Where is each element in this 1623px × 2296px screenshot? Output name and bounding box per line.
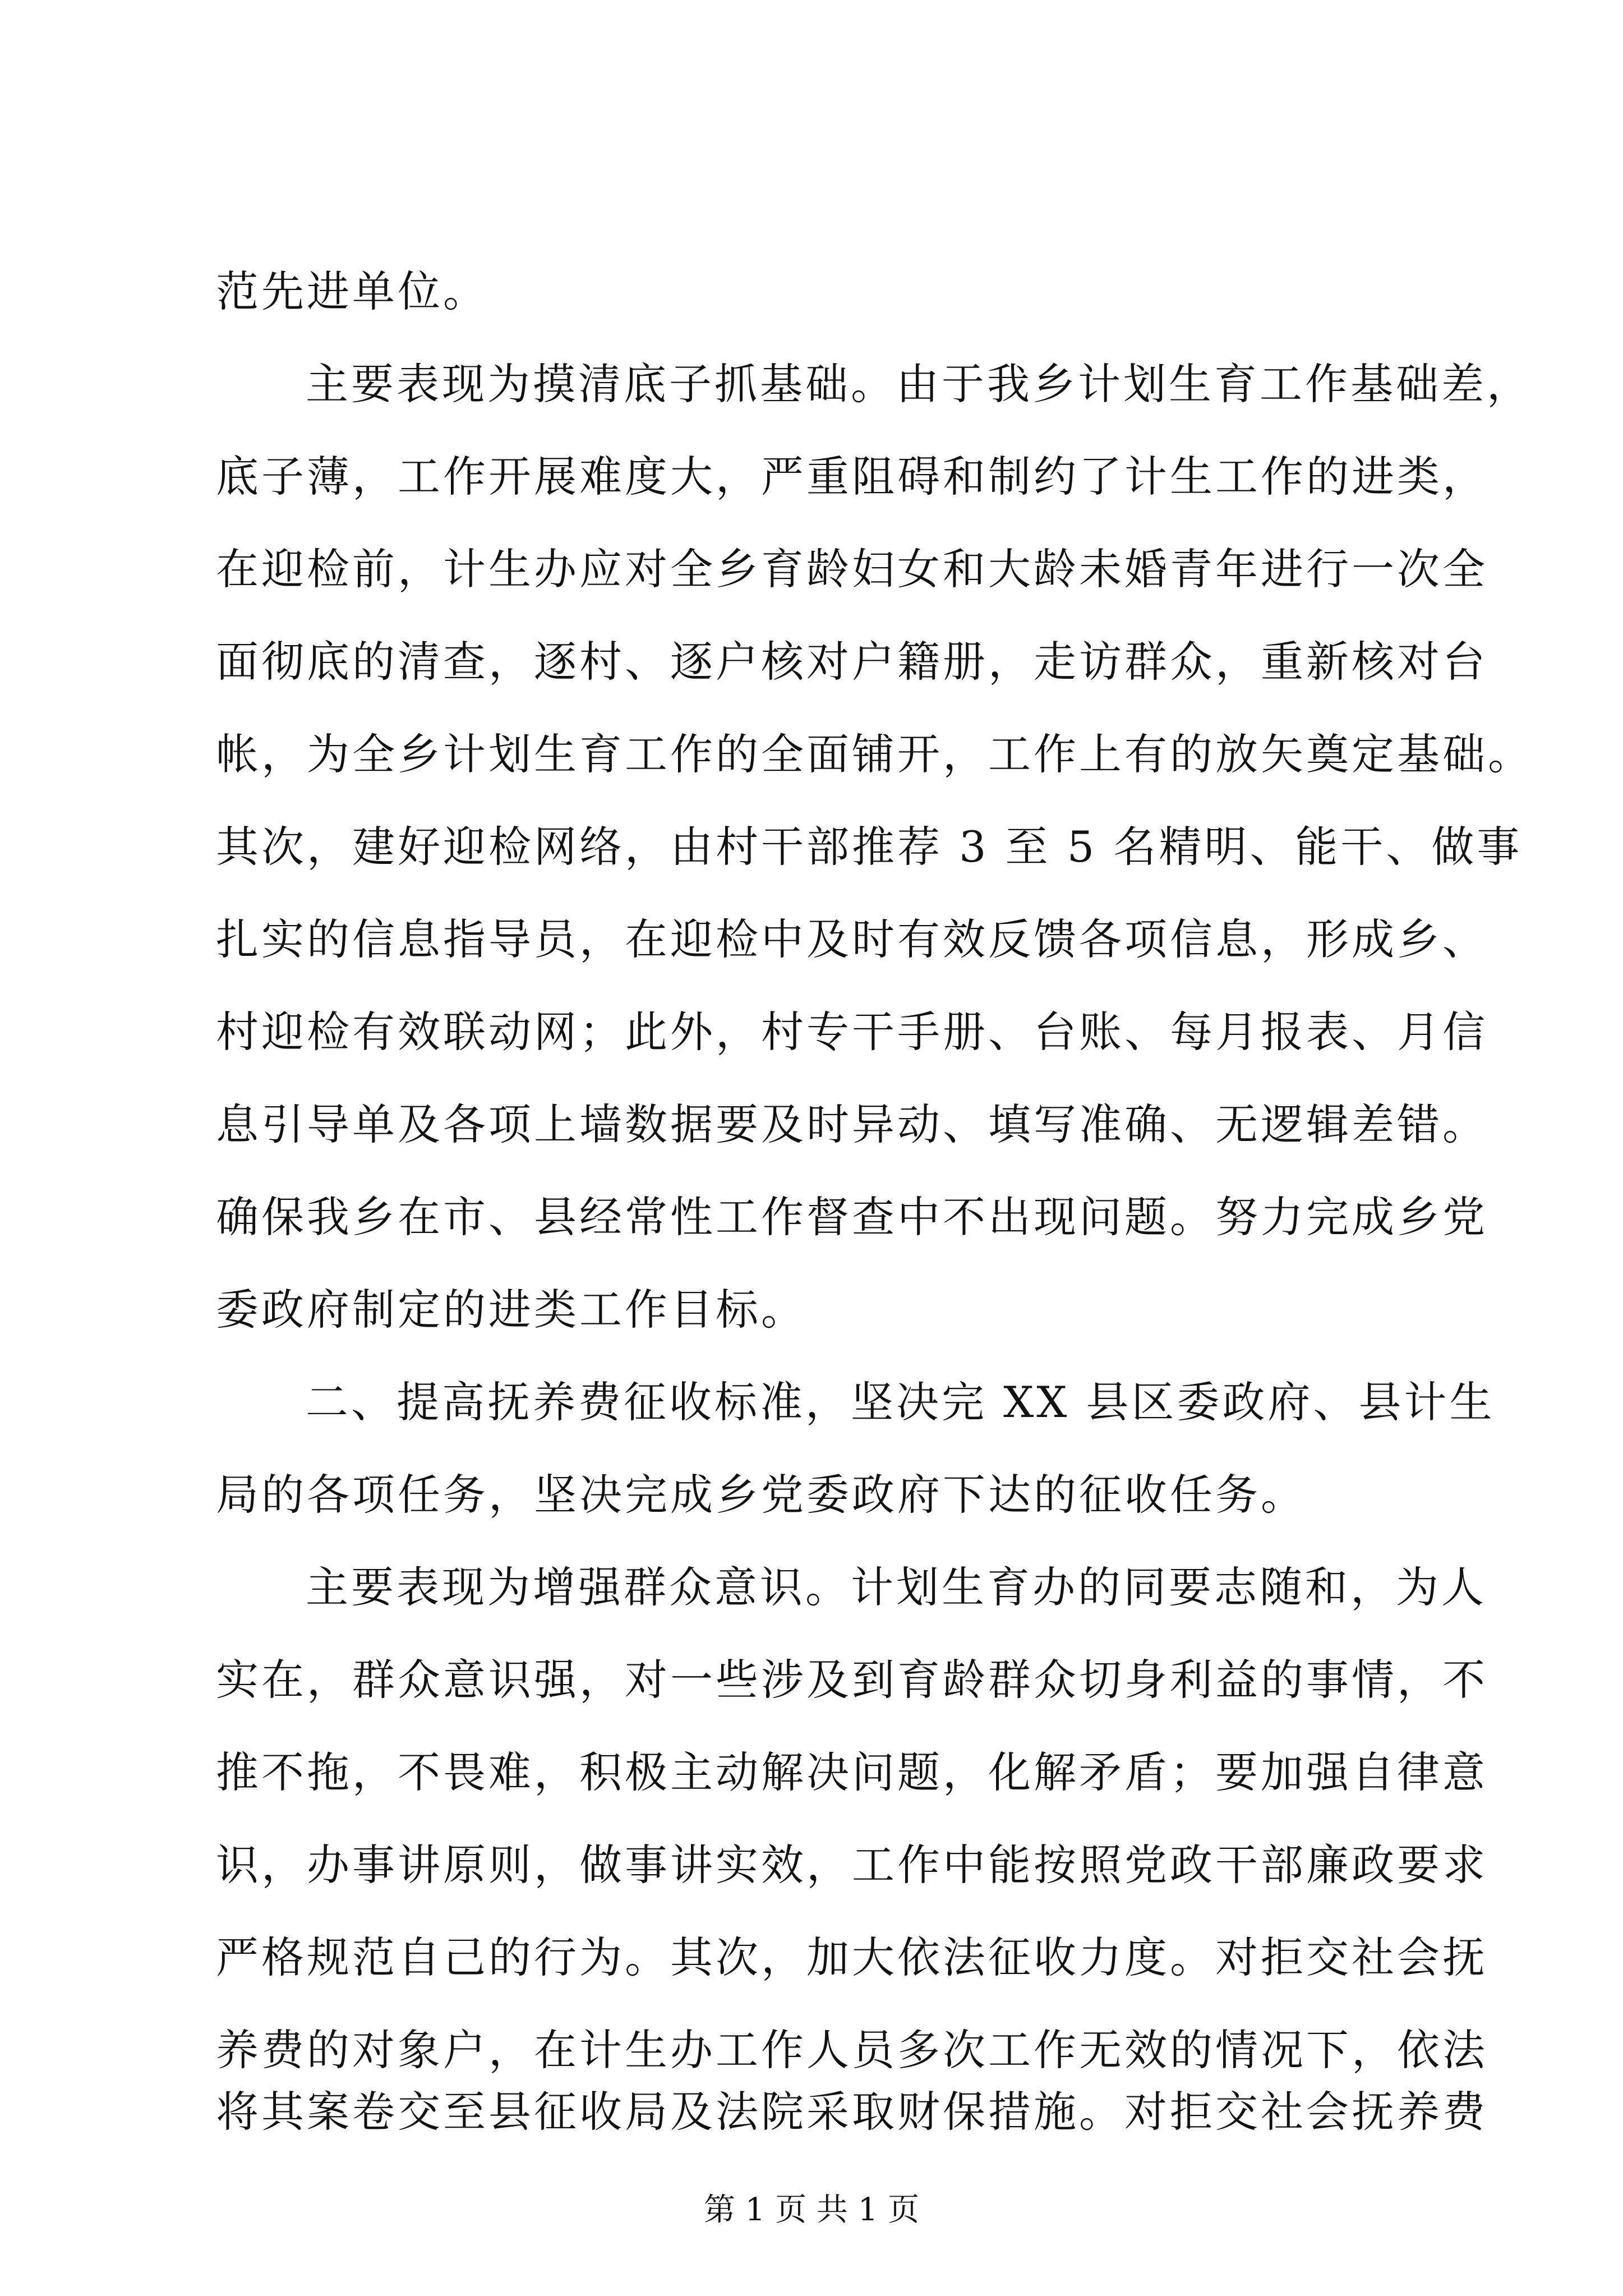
text-line: 其次，建好迎检网络，由村干部推荐 3 至 5 名精明、能干、做事: [216, 822, 1523, 872]
text-line: 村迎检有效联动网；此外，村专干手册、台账、每月报表、月信: [216, 1007, 1488, 1057]
text-line: 养费的对象户，在计生办工作人员多次工作无效的情况下，依法: [216, 2025, 1488, 2075]
text-line: 推不拖，不畏难，积极主动解决问题，化解矛盾；要加强自律意: [216, 1747, 1488, 1797]
text-line: 局的各项任务，坚决完成乡党委政府下达的征收任务。: [216, 1470, 1306, 1520]
text-line: 严格规范自己的行为。其次，加大依法征收力度。对拒交社会抚: [216, 1932, 1488, 1982]
page-number-footer: 第 1 页 共 1 页: [703, 2192, 920, 2228]
text-line: 委政府制定的进类工作目标。: [216, 1285, 806, 1335]
paragraph-first-line: 主要表现为增强群众意识。计划生育办的同要志随和，为人: [306, 1562, 1487, 1612]
text-line: 帐，为全乡计划生育工作的全面铺开，工作上有的放矢奠定基础。: [216, 729, 1533, 779]
text-line: 将其案卷交至县征收局及法院采取财保措施。对拒交社会抚养费: [216, 2087, 1488, 2137]
text-line: 底子薄，工作开展难度大，严重阻碍和制约了计生工作的进类，: [216, 452, 1488, 501]
text-line: 识，办事讲原则，做事讲实效，工作中能按照党政干部廉政要求: [216, 1840, 1488, 1890]
text-line: 实在，群众意识强，对一些涉及到育龄群众切身利益的事情，不: [216, 1655, 1488, 1705]
paragraph-first-line: 二、提高抚养费征收标准，坚决完 XX 县区委政府、县计生: [306, 1377, 1495, 1427]
text-line: 面彻底的清查，逐村、逐户核对户籍册，走访群众，重新核对台: [216, 637, 1488, 687]
text-line: 范先进单位。: [216, 266, 488, 316]
text-line: 确保我乡在市、县经常性工作督查中不出现问题。努力完成乡党: [216, 1192, 1488, 1242]
paragraph-first-line: 主要表现为摸清底子抓基础。由于我乡计划生育工作基础差，: [306, 359, 1532, 409]
text-line: 扎实的信息指导员，在迎检中及时有效反馈各项信息，形成乡、: [216, 914, 1488, 964]
text-line: 息引导单及各项上墙数据要及时异动、填写准确、无逻辑差错。: [216, 1099, 1488, 1149]
text-line: 在迎检前，计生办应对全乡育龄妇女和大龄未婚青年进行一次全: [216, 544, 1488, 594]
